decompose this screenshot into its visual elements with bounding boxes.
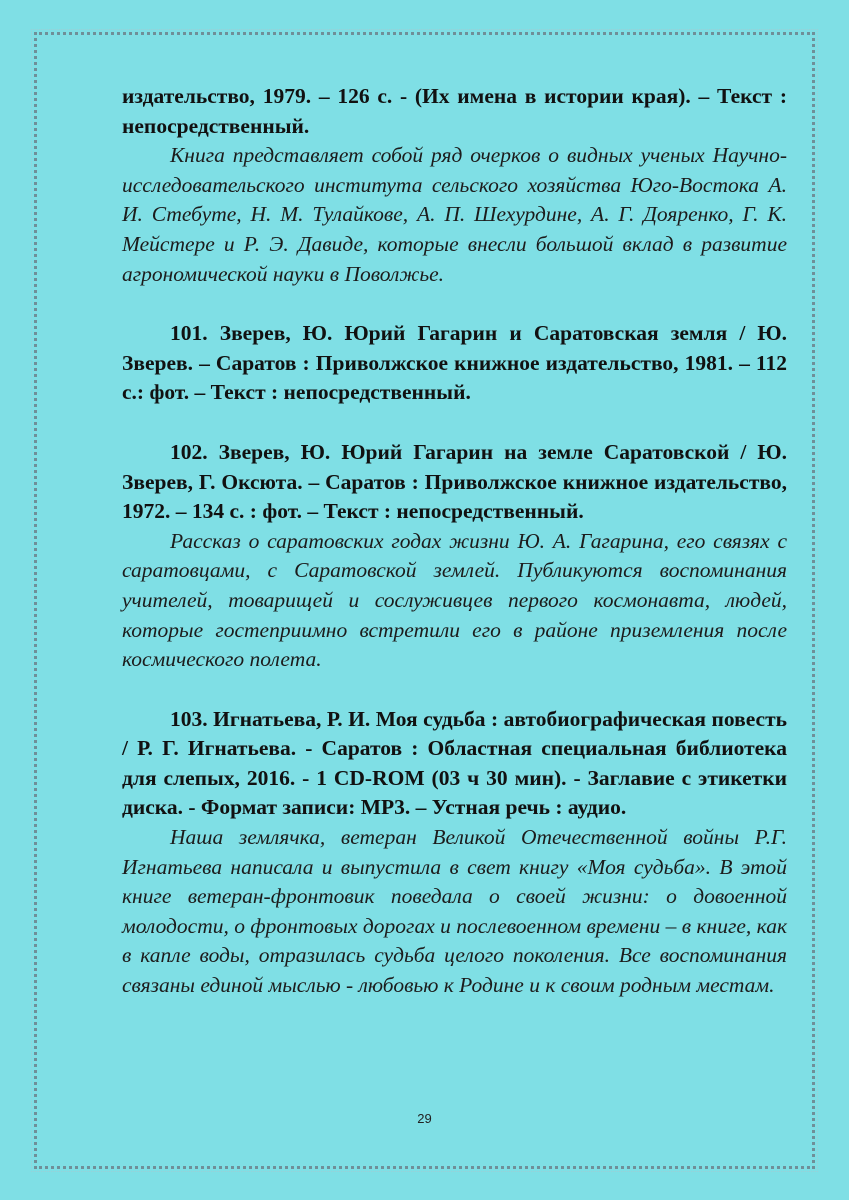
entry-103-citation: 103. Игнатьева, Р. И. Моя судьба : автобиографическая повесть / Р. Г. Игнатьева. - Саратов : Областная специальная библиотека для слепых, 2016. - 1 CD-ROM (03 ч 30 мин). - Заглавие с этикетки диска. - Формат записи: MP3. – Устная речь : аудио. bbox=[122, 706, 787, 820]
entry-101-citation: 101. Зверев, Ю. Юрий Гагарин и Саратовская земля / Ю. Зверев. – Саратов : Приволжское книжное издательство, 1981. – 112 с.: фот. – Текст : непосредственный. bbox=[122, 321, 787, 405]
page-number: 29 bbox=[417, 1111, 432, 1126]
entry-100-annotation: Книга представляет собой ряд очерков о видных ученых Научно-исследовательского института сельского хозяйства Юго-Востока А. И. Стебуте, Н. М. Тулайкове, А. П. Шехурдине, А. Г. Дояренко, Г. К. Мейстере и Р. Э. Давиде, которые внесли большой вклад в развитие агрономической науки в Поволжье. bbox=[122, 143, 787, 286]
entry-103-annotation: Наша землячка, ветеран Великой Отечественной войны Р.Г. Игнатьева написала и выпустила в свет книгу «Моя судьба». В этой книге ветеран-фронтовик поведала о своей жизни: о довоенной молодости, о фронтовых дорогах и послевоенном времени – в книге, как в капле воды, отразилась судьба целого поколения. Все воспоминания связаны единой мыслью - любовью к Родине и к своим родным местам. bbox=[122, 825, 787, 998]
entry-100-citation: издательство, 1979. – 126 с. - (Их имена в истории края). – Текст : непосредственный. bbox=[122, 84, 787, 138]
document-body bbox=[122, 82, 787, 1001]
entry-102-citation: 102. Зверев, Ю. Юрий Гагарин на земле Саратовской / Ю. Зверев, Г. Оксюта. – Саратов : Приволжское книжное издательство, 1972. – 134 с. : фот. – Текст : непосредственный. bbox=[122, 439, 787, 524]
entry-102-annotation: Рассказ о саратовских годах жизни Ю. А. Гагарина, его связях с саратовцами, с Саратовской землей. Публикуются воспоминания учителей, товарищей и сослуживцев первого космонавта, людей, которые гостеприимно встретили его в районе приземления после космического полета. bbox=[122, 528, 787, 672]
